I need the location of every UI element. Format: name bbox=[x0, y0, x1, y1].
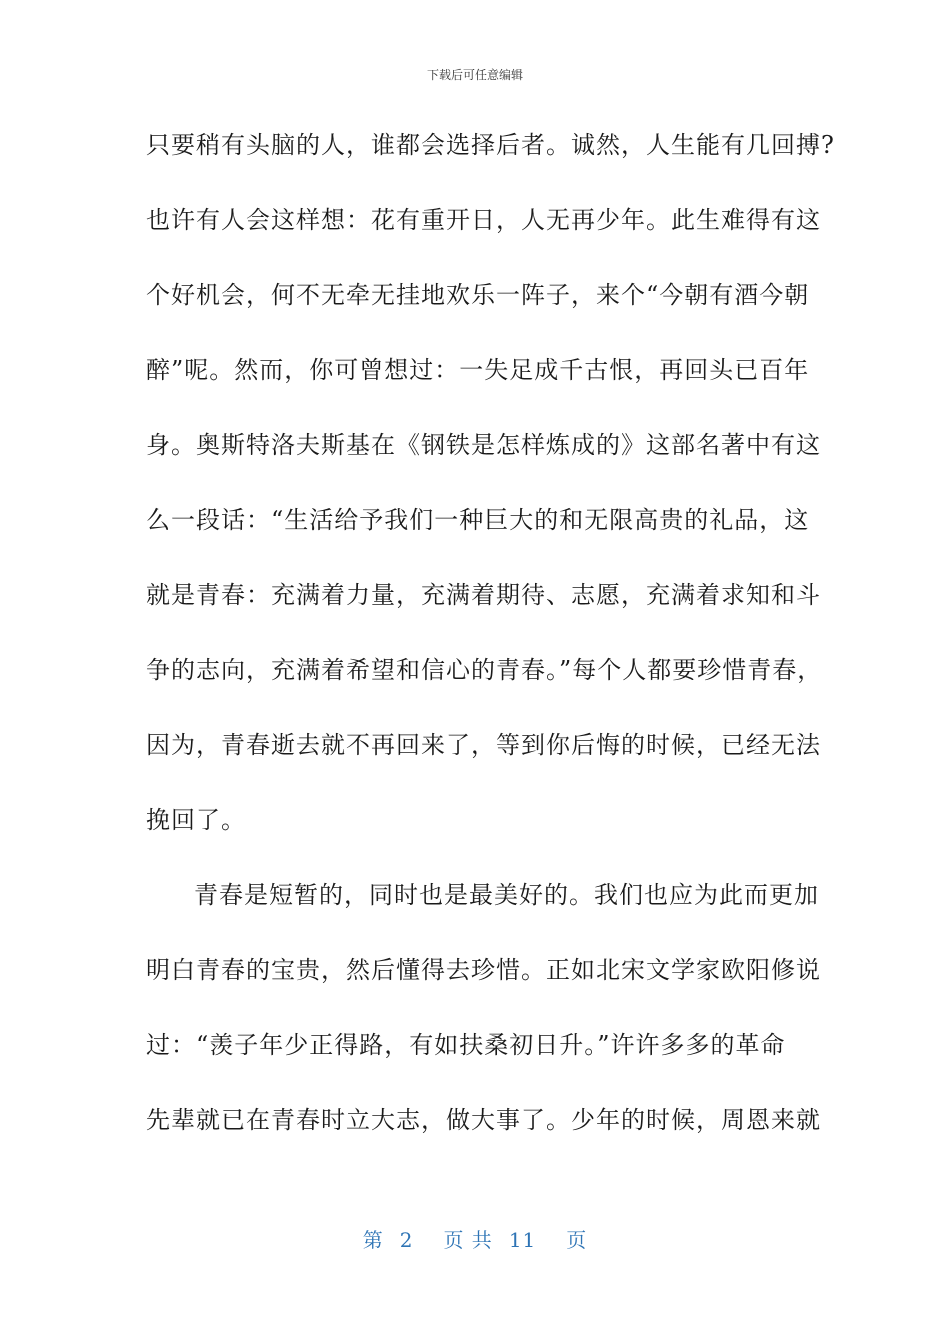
text-line: 么一段话：“生活给予我们一种巨大的和无限高贵的礼品，这 bbox=[146, 506, 810, 534]
text-line: 青春是短暂的，同时也是最美好的。我们也应为此而更加 bbox=[194, 881, 819, 909]
footer-middle: 页 共 bbox=[443, 1228, 493, 1252]
text-line: 过：“羡子年少正得路，有如扶桑初日升。”许许多多的革命 bbox=[146, 1031, 786, 1059]
text-line: 挽回了。 bbox=[146, 806, 246, 834]
text-line: 醉”呢。然而，你可曾想过：一失足成千古恨，再回头已百年 bbox=[146, 356, 810, 384]
footer-prefix: 第 bbox=[362, 1228, 384, 1252]
footer-current-page: 2 bbox=[399, 1228, 414, 1252]
text-line: 因为，青春逝去就不再回来了，等到你后悔的时候，已经无法 bbox=[146, 731, 821, 759]
text-line: 也许有人会这样想：花有重开日，人无再少年。此生难得有这 bbox=[146, 206, 821, 234]
document-body bbox=[146, 118, 835, 1168]
text-line: 争的志向，充满着希望和信心的青春。”每个人都要珍惜青春， bbox=[146, 656, 823, 684]
paragraph-1 bbox=[146, 118, 835, 868]
page-footer bbox=[0, 1224, 950, 1253]
page-header-note: 下载后可任意编辑 bbox=[426, 68, 523, 82]
text-line: 就是青春：充满着力量，充满着期待、志愿，充满着求知和斗 bbox=[146, 581, 821, 609]
text-line: 个好机会，何不无牵无挂地欢乐一阵子，来个“今朝有酒今朝 bbox=[146, 281, 810, 309]
footer-suffix: 页 bbox=[566, 1228, 588, 1252]
footer-total-pages: 11 bbox=[508, 1228, 537, 1252]
paragraph-2 bbox=[146, 868, 821, 1168]
text-line: 明白青春的宝贵，然后懂得去珍惜。正如北宋文学家欧阳修说 bbox=[146, 956, 821, 984]
text-line: 身。奥斯特洛夫斯基在《钢铁是怎样炼成的》这部名著中有这 bbox=[146, 431, 821, 459]
text-line: 只要稍有头脑的人，谁都会选择后者。诚然，人生能有几回搏? bbox=[146, 131, 835, 159]
text-line: 先辈就已在青春时立大志，做大事了。少年的时候，周恩来就 bbox=[146, 1106, 821, 1134]
